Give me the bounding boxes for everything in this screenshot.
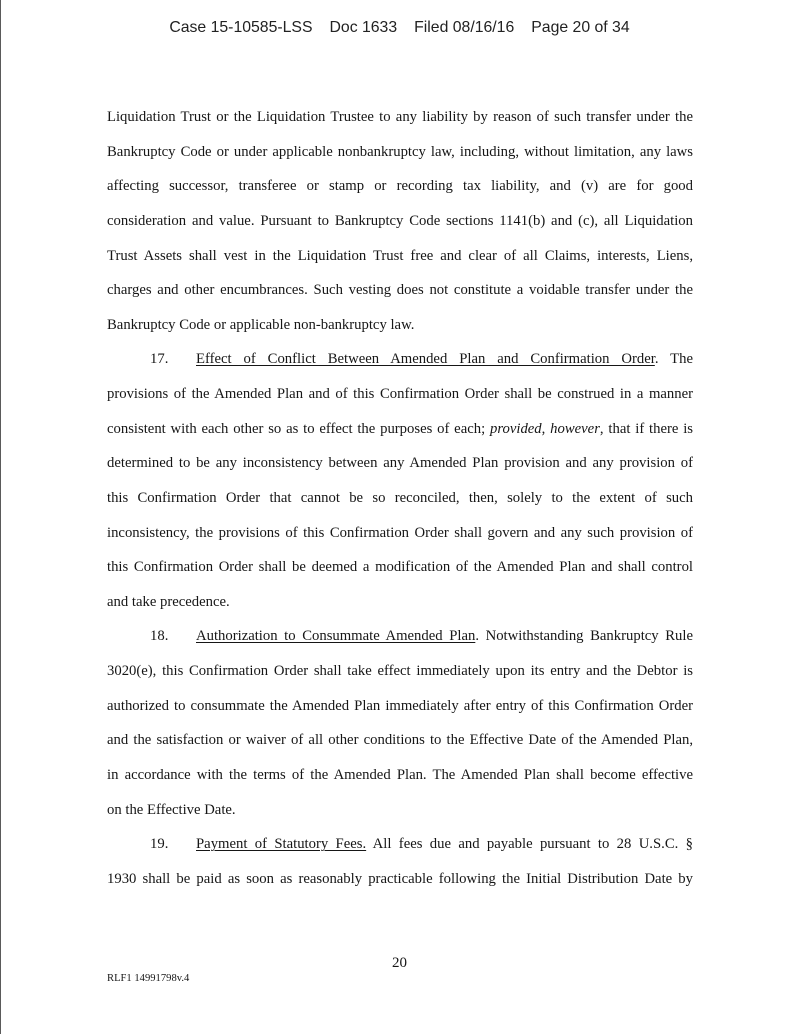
section-heading: Effect of Conflict Between Amended Plan and Confirmation Order [196,351,655,368]
body-line: this Confirmation Order shall be deemed a modification of the Amended Plan and shall control [107,559,693,576]
text-segment: consistent with each other so as to effect the purposes of each; [107,420,490,437]
body-line: provisions of the Amended Plan and of this Confirmation Order shall be construed in a manner [107,386,693,402]
body-line: Trust Assets shall vest in the Liquidation Trust free and clear of all Claims, interests, Liens, [107,247,693,264]
body-line: determined to be any inconsistency between any Amended Plan provision and any provision of [107,455,693,472]
body-line: on the Effective Date. [107,801,236,818]
body-line: 1930 shall be paid as soon as reasonably practicable following the Initial Distribution Date by [107,870,693,887]
body-line: authorized to consummate the Amended Plan immediately after entry of this Confirmation Order [107,697,693,714]
text-segment: , [541,420,551,437]
italic-segment: however [550,420,600,437]
section-number: 19. [150,836,169,853]
page-info: Page 20 of 34 [531,19,630,36]
body-line: and take precedence. [107,593,230,610]
filed-date: Filed 08/16/16 [414,19,515,36]
body-line: inconsistency, the provisions of this Confirmation Order shall govern and any such provision of [107,524,693,541]
heading-rest: . Notwithstanding Bankruptcy Rule [475,628,693,645]
section-heading: Authorization to Consummate Amended Plan [196,628,476,645]
court-filing-header [0,17,799,39]
document-body [107,100,693,896]
body-line: Bankruptcy Code or applicable non-bankruptcy law. [107,316,415,333]
section-18-first-line [107,619,693,654]
document-id: RLF1 14991798v.4 [107,973,190,984]
section-19-first-line [107,827,693,862]
scan-edge-line [0,0,1,1034]
section-number: 18. [150,628,169,645]
doc-number: Doc 1633 [329,19,398,36]
page-number: 20 [392,955,407,971]
body-line: Bankruptcy Code or under applicable nonbankruptcy law, including, without limitation, any laws [107,143,693,160]
heading-rest: . The [654,351,693,368]
body-line: Liquidation Trust or the Liquidation Trustee to any liability by reason of such transfer under the [107,109,693,125]
body-line: affecting successor, transferee or stamp or recording tax liability, and (v) are for good [107,178,693,195]
body-line: charges and other encumbrances. Such vesting does not constitute a voidable transfer under the [107,282,693,299]
section-17-first-line [107,342,693,377]
section-number: 17. [150,351,169,368]
heading-rest: All fees due and payable pursuant to 28 U.S.C. § [366,836,693,853]
body-line: consideration and value. Pursuant to Bankruptcy Code sections 1141(b) and (c), all Liquidation [107,212,693,229]
body-line-with-italics [107,412,693,447]
body-line: this Confirmation Order that cannot be so reconciled, then, solely to the extent of such [107,489,693,506]
text-segment: , that if there is [599,420,693,437]
body-line: in accordance with the terms of the Amended Plan. The Amended Plan shall become effective [107,766,693,783]
body-line: and the satisfaction or waiver of all other conditions to the Effective Date of the Amended Plan, [107,732,693,749]
italic-segment: provided [489,420,542,437]
body-line: 3020(e), this Confirmation Order shall take effect immediately upon its entry and the Debtor is [107,663,693,679]
section-heading: Payment of Statutory Fees. [196,836,367,853]
case-number: Case 15-10585-LSS [169,19,313,36]
